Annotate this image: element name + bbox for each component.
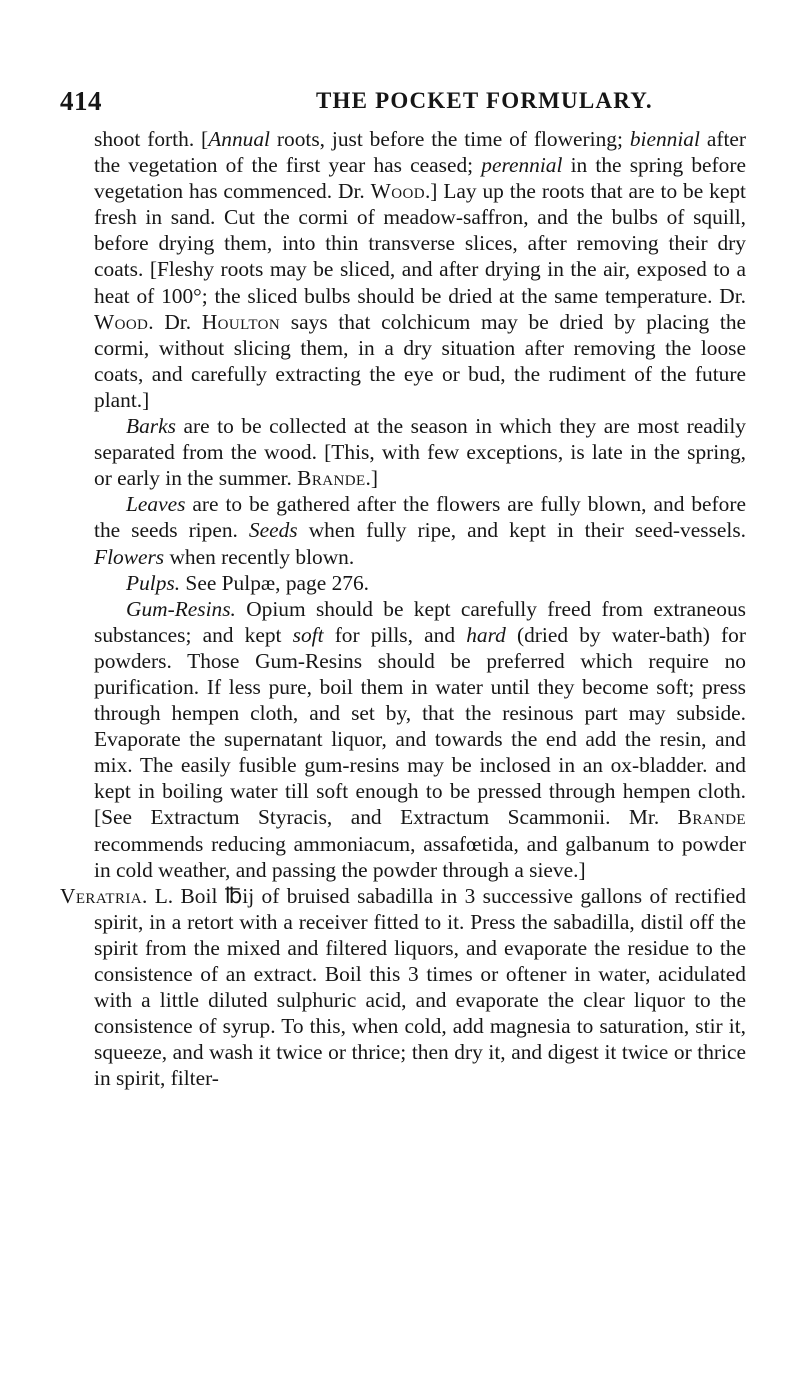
text-run: See Pulpæ, page 276. <box>180 570 370 595</box>
paragraph-gum-resins <box>60 596 746 883</box>
italic-term: soft <box>292 622 324 647</box>
text-run: when recently blown. <box>164 544 355 569</box>
text-run: are to be gathered after the flowers are fully blown, and before the seeds ripen. <box>94 492 746 543</box>
small-caps-name: Veratria <box>60 883 142 908</box>
text-run: . L. Boil ℔ij of bruised sabadilla in 3 successive gallons of rectified spirit, in a retort with a receiver fitted to it. Press the sabadilla, distil off the spirit from the mixed and filtered liquors, and evaporate the residue to the consistence of an extract. Boil this 3 times or oftener in water, acidulated with a little diluted sulphuric acid, and evaporate the clear liquor to the consistence of syrup. To this, when cold, add magnesia to saturation, stir it, squeeze, and wash it twice or thrice; then dry it, and digest it twice or thrice in spirit, filter- <box>94 883 746 1091</box>
page-header <box>60 86 750 116</box>
italic-term: Gum-Resins. <box>126 596 236 621</box>
paragraph-pulps <box>60 570 746 596</box>
paragraph-veratria <box>60 883 746 1092</box>
body-text <box>60 126 746 1091</box>
text-run: Opium should be kept carefully freed from extraneous substances; and kept <box>94 596 746 647</box>
italic-term: Flowers <box>94 544 165 569</box>
italic-term: Leaves <box>126 492 186 517</box>
italic-term: Barks <box>126 414 176 439</box>
text-run: .] Lay up the roots that are to be kept fresh in sand. Cut the cormi of meadow-saffron, and the bulbs of squill, before drying them, into thin transverse slices, after removing their dry coats. [Fleshy roots may be sliced, and after drying in the air, exposed to a heat of 100°; the sliced bulbs should be dried at the same temperature. Dr. <box>94 179 746 308</box>
italic-term: perennial <box>481 153 563 178</box>
text-run: for pills, and <box>323 622 467 647</box>
text-run: says that colchicum may be dried by placing the cormi, without slicing them, in a dry situation after removing the loose coats, and carefully extracting the eye or bud, the rudiment of the future plant.] <box>94 309 747 412</box>
small-caps-name: Wood <box>370 179 425 204</box>
text-run: after the vegetation of the first year has ceased; <box>94 127 747 178</box>
text-run: .] <box>365 466 378 491</box>
text-run: . Dr. <box>148 309 202 334</box>
text-run: in the spring before vegetation has commenced. Dr. <box>94 153 746 204</box>
small-caps-name: Wood <box>94 309 149 334</box>
text-run: recommends reducing ammoniacum, assafœtida, and galbanum to powder in cold weather, and passing the powder through a sieve.] <box>94 831 746 882</box>
small-caps-name: Brande <box>297 466 366 491</box>
text-run: when fully ripe, and kept in their seed-vessels. <box>297 518 746 543</box>
small-caps-name: Brande <box>677 805 746 830</box>
text-run: (dried by water-bath) for powders. Those Gum-Resins should be preferred which require no purification. If less pure, boil them in water until they become soft; press through hempen cloth, and set by, that the resinous part may subside. Evaporate the supernatant liquor, and towards the end add the resin, and mix. The easily fusible gum-resins may be inclosed in an ox-bladder. and kept in boiling water till soft enough to be pressed through hempen cloth. [See Extractum Styracis, and Extractum Scammonii. Mr. <box>94 622 746 830</box>
paragraph-leaves <box>60 491 746 569</box>
paragraph-barks <box>60 413 746 491</box>
running-title: THE POCKET FORMULARY. <box>316 88 653 113</box>
paragraph-roots-continued <box>60 126 746 413</box>
italic-term: Pulps. <box>126 570 181 595</box>
italic-term: biennial <box>629 127 700 151</box>
small-caps-name: Houlton <box>201 309 281 334</box>
text-run: shoot forth. [ <box>94 127 209 151</box>
text-run: roots, just before the time of flowering; <box>269 127 630 151</box>
italic-term: Annual <box>208 127 270 151</box>
italic-term: hard <box>466 622 506 647</box>
page-number: 414 <box>60 86 102 116</box>
text-run: are to be collected at the season in which they are most readily separated from the wood. [This, with few exceptions, is late in the spring, or early in the summer. <box>94 414 746 491</box>
italic-term: Seeds <box>248 518 298 543</box>
